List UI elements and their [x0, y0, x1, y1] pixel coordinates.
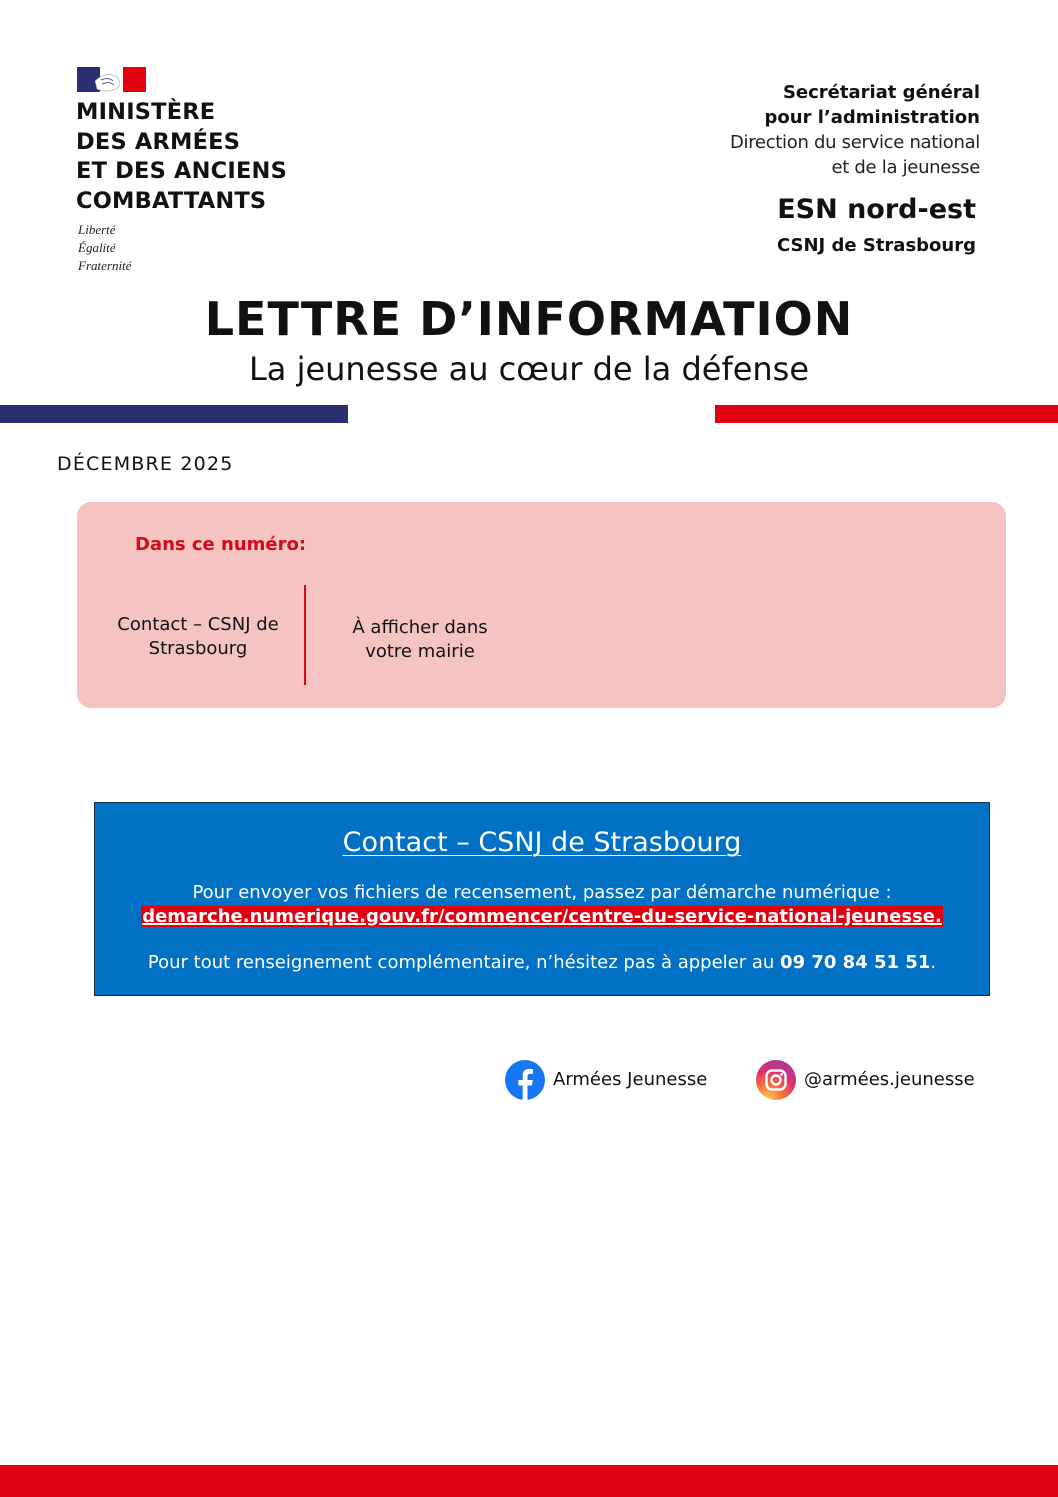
ministry-name [76, 98, 287, 216]
ministry-line: ET DES ANCIENS [76, 158, 287, 184]
direction-line: et de la jeunesse [831, 157, 980, 178]
facebook-link[interactable] [505, 1060, 707, 1100]
republique-francaise-logo [77, 67, 146, 92]
devise-line: Liberté [78, 222, 116, 237]
esn-label: ESN nord-est [777, 194, 976, 225]
phone-prefix: Pour tout renseignement complémentaire, n’hésitez pas à appeler au [147, 952, 781, 973]
instagram-link[interactable] [756, 1060, 975, 1100]
csnj-label: CSNJ de Strasbourg [776, 235, 976, 256]
devise [78, 221, 131, 275]
demarche-numerique-link[interactable]: demarche.numerique.gouv.fr/commencer/centre-du-service-national-jeunesse. [142, 906, 942, 927]
red-divider-bar [715, 405, 1058, 423]
contact-phone-line [95, 950, 989, 975]
ministry-line: MINISTÈRE [76, 99, 216, 125]
summary-box [77, 502, 1006, 708]
blue-divider-bar [0, 405, 348, 423]
contact-instruction: Pour envoyer vos fichiers de recensement, passez par démarche numérique : [192, 882, 892, 903]
page-subtitle: La jeunesse au cœur de la défense [248, 350, 810, 388]
ministry-line: DES ARMÉES [76, 128, 241, 155]
contact-title: Contact – CSNJ de Strasbourg [342, 827, 742, 858]
secretariat-line: Secrétariat général [782, 82, 980, 103]
instagram-label: @armées.jeunesse [804, 1069, 975, 1090]
summary-heading: Dans ce numéro: [135, 534, 307, 555]
summary-divider [304, 585, 306, 685]
administration-header [730, 80, 980, 180]
facebook-icon [505, 1060, 545, 1100]
direction-line: Direction du service national [729, 132, 980, 153]
devise-line: Égalité [78, 240, 116, 255]
instagram-icon [756, 1060, 796, 1100]
devise-line: Fraternité [78, 258, 132, 273]
issue-date: DÉCEMBRE 2025 [57, 453, 234, 475]
page-title: LETTRE D’INFORMATION [204, 292, 854, 346]
footer-red-bar [0, 1465, 1058, 1497]
summary-item[interactable]: À afficher dans votre mairie [352, 617, 488, 662]
ministry-line: COMBATTANTS [76, 187, 267, 214]
contact-box [94, 802, 990, 996]
facebook-label: Armées Jeunesse [553, 1069, 708, 1090]
phone-suffix: . [930, 952, 937, 973]
secretariat-line: pour l’administration [764, 107, 980, 128]
phone-number[interactable]: 09 70 84 51 51 [780, 952, 931, 973]
summary-item[interactable]: Contact – CSNJ de Strasbourg [117, 614, 279, 659]
